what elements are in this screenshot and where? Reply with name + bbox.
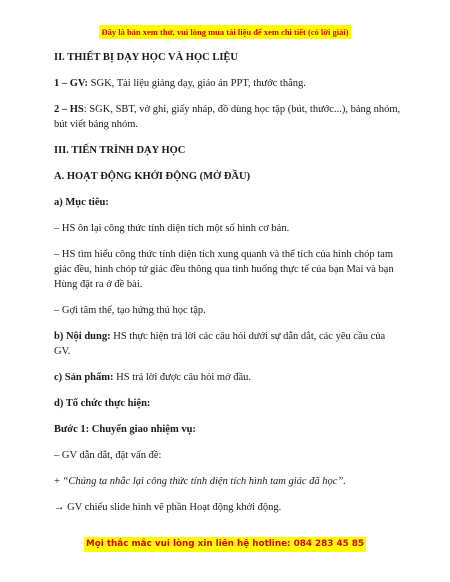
organization-label: d) Tổ chức thực hiện:: [54, 398, 151, 409]
teacher-materials-label: 1 – GV:: [54, 78, 89, 89]
student-materials-text: : SGK, SBT, vở ghi, giấy nháp, đồ dùng học tập (bút, thước...), bảng nhóm, bút viết bảng nhóm.: [54, 104, 401, 130]
student-materials-paragraph: [54, 102, 404, 132]
objective-item-1: – HS ôn lại công thức tính diện tích một số hình cơ bản.: [54, 223, 290, 234]
product-label: c) Sản phẩm:: [54, 372, 114, 383]
hotline-banner: [0, 535, 450, 552]
step-1-item-2-quote: “Chúng ta nhắc lại công thức tính diện tích hình tam giác đã học”.: [62, 476, 346, 487]
hotline-text: Mọi thắc mắc vui lòng xin liên hệ hotline: 084 283 45 85: [84, 537, 366, 552]
content-label: b) Nội dung:: [54, 331, 111, 342]
section-ii-heading: II. THIẾT BỊ DẠY HỌC VÀ HỌC LIỆU: [54, 52, 238, 63]
section-a-heading: A. HOẠT ĐỘNG KHỞI ĐỘNG (MỞ ĐẦU): [54, 171, 251, 182]
preview-notice-banner: [0, 25, 450, 39]
teacher-materials-text: SGK, Tài liệu giảng dạy, giáo án PPT, thước thẳng.: [88, 78, 306, 89]
step-1-item-3: → GV chiếu slide hình vẽ phần Hoạt động khởi động.: [54, 502, 282, 513]
document-body: [54, 50, 404, 515]
preview-notice-text: Đây là bản xem thử, vui lòng mua tài liệu để xem chi tiết (có lời giải): [101, 27, 349, 37]
content-paragraph: [54, 329, 404, 359]
product-text: HS trả lời được câu hỏi mở đầu.: [113, 372, 252, 383]
step-1-heading: Bước 1: Chuyển giao nhiệm vụ:: [54, 424, 196, 435]
teacher-materials-paragraph: [54, 76, 404, 91]
content-text: HS thực hiện trả lời các câu hỏi dưới sự dẫn dắt, các yêu cầu của GV.: [54, 331, 386, 357]
objectives-label: a) Mục tiêu:: [54, 197, 109, 208]
step-1-item-2: [54, 474, 404, 489]
student-materials-label: 2 – HS: [54, 104, 84, 115]
objective-item-3: – Gợi tâm thế, tạo hứng thú học tập.: [54, 305, 206, 316]
objective-item-2: – HS tìm hiểu công thức tính diện tích xung quanh và thể tích của hình chóp tam giác đều, hình chóp tứ giác đều thông qua tình huống thực tế của bạn Mai và bạn Hùng đặt ra ở đề bài.: [54, 249, 394, 290]
section-iii-heading: III. TIẾN TRÌNH DẠY HỌC: [54, 145, 186, 156]
product-paragraph: [54, 370, 404, 385]
step-1-item-1: – GV dẫn dắt, đặt vấn đề:: [54, 450, 162, 461]
step-1-item-2-prefix: +: [54, 476, 63, 487]
